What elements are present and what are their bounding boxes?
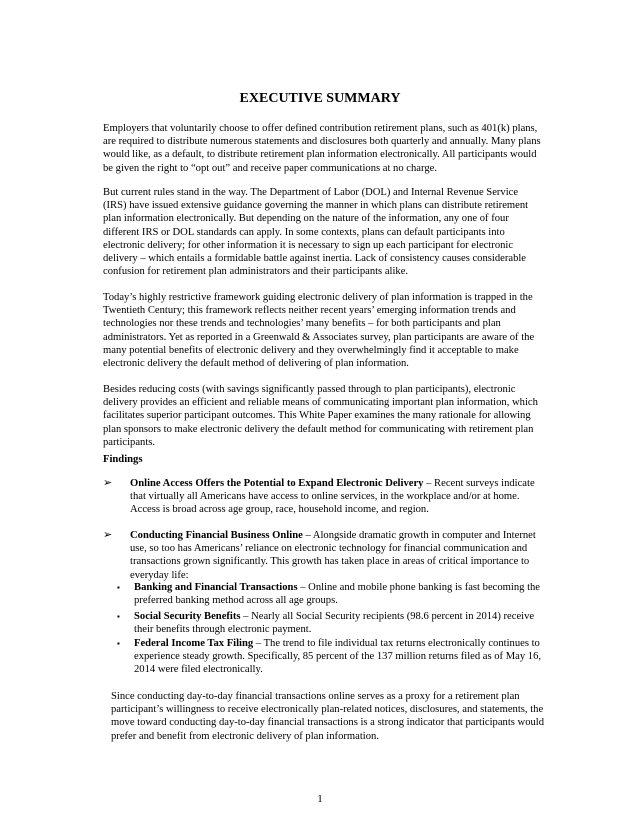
square-bullet-icon: ▪ <box>117 583 120 592</box>
arrow-bullet-icon: ➢ <box>103 477 113 489</box>
finding-body: – Alongside dramatic growth in computer and Internet use, so too has Americans’ reliance on electronic technology for financial communication and transactions grown significantly. This growth has taken place in areas of critical importance to everyday life: <box>130 530 536 581</box>
square-bullet-icon: ▪ <box>117 612 120 621</box>
arrow-bullet-icon: ➢ <box>103 529 113 541</box>
finding-financial-business <box>103 529 543 582</box>
paragraph-intro: Employers that voluntarily choose to offer defined contribution retirement plans, such as 401(k) plans, are required to distribute numerous statements and disclosures both quarterly and annually. Many plans would like, as a default, to distribute retirement plan information electronically. All participants would be given the right to “opt out” and receive paper communications at no charge. <box>103 123 541 174</box>
finding-heading: Online Access Offers the Potential to Expand Electronic Delivery <box>130 478 424 489</box>
sub-finding-tax-filing <box>117 637 547 677</box>
finding-heading: Conducting Financial Business Online <box>130 530 303 541</box>
page-title: EXECUTIVE SUMMARY <box>239 91 401 106</box>
paragraph-closing: Since conducting day-to-day financial transactions online serves as a proxy for a retirement plan participant’s willingness to receive electronically plan-related notices, disclosures, and statements, the move toward conducting day-to-day financial transactions is a strong indicator that participants would prefer and benefit from electronic delivery of plan information. <box>111 691 545 742</box>
sub-finding-banking <box>117 581 547 607</box>
finding-body: – Recent surveys indicate that virtually all Americans have access to online services, in the workplace and/or at home. Access is broad across age group, race, household income, and region. <box>130 478 535 516</box>
sub-finding-social-security <box>117 610 547 636</box>
sub-finding-heading: Federal Income Tax Filing <box>134 638 254 649</box>
paragraph-reducing-costs: Besides reducing costs (with savings significantly passed through to plan participants), electronic delivery provides an efficient and reliable means of communicating important plan information, which facilitates superior participant outcomes. This White Paper examines the many rationale for allowing plan sponsors to make electronic delivery the default method for communicating with retirement plan participants. <box>103 384 538 448</box>
paragraph-restrictive-framework: Today’s highly restrictive framework guiding electronic delivery of plan information is trapped in the Twentieth Century; this framework reflects neither recent years’ emerging information trends and technologies nor these trends and technologies’ many benefits – for both participants and plan administrators. Yet as reported in a Greenwald & Associates survey, plan participants are aware of the many potential benefits of electronic delivery and they overwhelmingly find it acceptable to make electronic delivery the default method of delivering of plan information. <box>103 292 535 370</box>
sub-finding-body: – Online and mobile phone banking is fast becoming the preferred banking method across all age groups. <box>134 582 541 607</box>
sub-finding-heading: Banking and Financial Transactions <box>134 582 298 593</box>
paragraph-current-rules: But current rules stand in the way. The Department of Labor (DOL) and Internal Revenue Service (IRS) have issued extensive guidance governing the manner in which plans can distribute retirement plan information electronically. But depending on the nature of the information, any one of four different IRS or DOL standards can apply. In some contexts, plans can default participants into electronic delivery; for other information it is necessary to sign up each participant for electronic delivery – which entails a formidable battle against inertia. Lack of consistency causes considerable confusion for retirement plan administrators and their participants alike. <box>103 187 529 278</box>
page-number: 1 <box>317 793 323 805</box>
sub-finding-body: – The trend to file individual tax returns electronically continues to experience steady growth. Specifically, 85 percent of the 137 million returns filed as of May 16, 2014 were filed electronically. <box>134 638 542 676</box>
sub-finding-heading: Social Security Benefits <box>134 611 241 622</box>
findings-heading: Findings <box>103 454 143 465</box>
finding-online-access <box>103 477 543 517</box>
square-bullet-icon: ▪ <box>117 639 120 648</box>
sub-finding-body: – Nearly all Social Security recipients (98.6 percent in 2014) receive their benefits through electronic payment. <box>134 611 535 636</box>
